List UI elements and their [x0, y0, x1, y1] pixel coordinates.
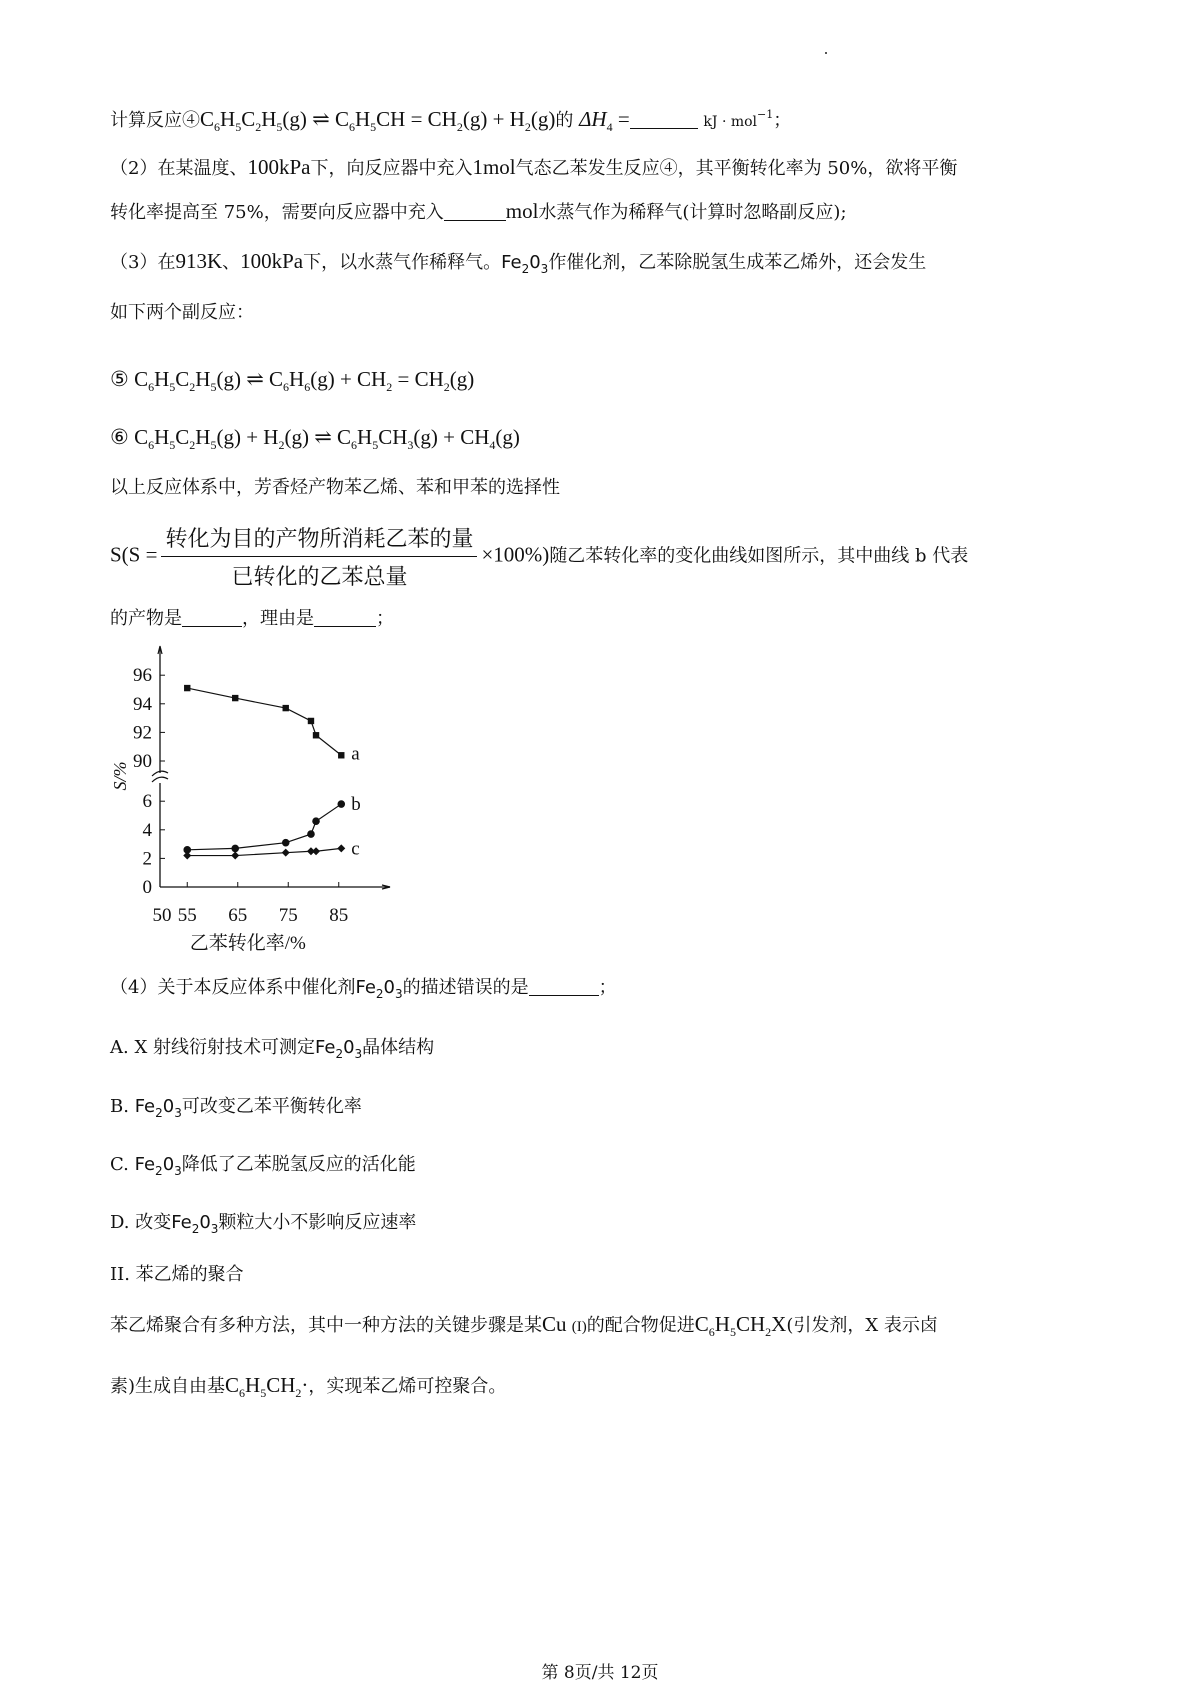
axis-break-mark [152, 771, 168, 776]
y-tick-label: 4 [142, 819, 152, 841]
dh4-unit: kJ · mol$^{-1}$ [703, 108, 774, 130]
x-axis-label: 乙苯转化率/% [189, 933, 306, 954]
q-dh4-prefix: 计算反应④ [110, 110, 200, 131]
scan-dot [825, 52, 827, 54]
x-tick-label: 85 [329, 905, 349, 926]
answer-blank-reason[interactable] [314, 608, 376, 627]
data-point-c [282, 849, 290, 857]
section2-heading: II. 苯乙烯的聚合 [110, 1264, 244, 1285]
y-tick-label: 94 [133, 693, 152, 715]
series-label-a: a [351, 743, 360, 765]
data-point-c [337, 844, 345, 852]
data-point-a [338, 752, 344, 758]
y-tick-label: 0 [142, 877, 152, 898]
radical-formula: $C_6H_5CH_2\cdot$ [225, 1373, 309, 1400]
y-tick-label: 6 [142, 791, 152, 813]
y-tick-label: 92 [133, 722, 152, 744]
data-point-c [231, 852, 239, 860]
y-tick-label: 90 [133, 751, 152, 772]
part3-line2: 如下两个副反应： [110, 302, 254, 323]
data-point-a [232, 695, 238, 701]
x-tick-label: 50 [152, 905, 172, 926]
fe2o3-formula: $Fe_20_3$ [134, 1096, 182, 1120]
x-tick-label: 75 [278, 905, 298, 926]
fe2o3-formula: $Fe_20_3$ [171, 1212, 219, 1236]
data-point-c [312, 847, 320, 855]
answer-blank-steam[interactable] [444, 202, 506, 221]
axis-break-mark [152, 777, 168, 782]
data-point-b [307, 830, 315, 838]
y-axis-label: S/% [110, 761, 130, 791]
fe2o3-formula: $Fe_20_3$ [355, 977, 403, 1001]
data-point-b [337, 800, 345, 808]
part2-line2: 转化率提高至 75%，需要向反应器中充入 mol水蒸气作为稀释气(计算时忽略副反应); [110, 199, 847, 223]
series-line-b [187, 804, 341, 850]
part4-line1: （4）关于本反应体系中催化剂$Fe_20_3$的描述错误的是 ； [110, 977, 617, 1001]
data-point-c [183, 852, 191, 860]
data-point-b [312, 817, 320, 825]
data-point-b [231, 845, 239, 853]
data-point-a [184, 685, 190, 691]
option-a[interactable]: A. X 射线衍射技术可测定$Fe_20_3$晶体结构 [110, 1037, 435, 1061]
page-footer: 第 8页/共 12页 [541, 1663, 659, 1683]
answer-blank-dh4[interactable] [630, 110, 698, 129]
y-tick-label: 2 [142, 848, 152, 870]
series-label-c: c [351, 838, 360, 860]
option-c[interactable]: C. $Fe_20_3$降低了乙苯脱氢反应的活化能 [110, 1154, 416, 1178]
fe2o3-formula: $Fe_20_3$ [134, 1154, 182, 1178]
data-point-a [313, 732, 319, 738]
answer-blank-product[interactable] [182, 608, 242, 627]
option-d[interactable]: D. 改变$Fe_20_3$颗粒大小不影响反应速率 [110, 1212, 417, 1236]
part3-line1: （3）在913K、100kPa下，以水蒸气作稀释气。$Fe_20_3$作催化剂，乙苯除脱氢生成苯乙烯外，还会发生 [110, 249, 927, 276]
reaction-5-equation: ⑤ $C_6H_5C_2H_5(g)$ ⇌ $C_6H_6(g) + CH_2 = CH_2(g)$ [110, 367, 475, 394]
y-tick-label: 96 [133, 665, 152, 687]
initiator-formula: $C_6H_5CH_2X$ [694, 1312, 787, 1339]
section2-p1: 苯乙烯聚合有多种方法，其中一种方法的关键步骤是某Cu (I)的配合物促进$C_6H_5CH_2X$(引发剂，X 表示卤 [110, 1312, 938, 1339]
fe2o3-formula: $Fe_20_3$ [501, 252, 549, 276]
series-label-b: b [351, 794, 361, 816]
x-tick-label: 55 [177, 905, 197, 926]
delta-h4-symbol: $\Delta H_4$ = [579, 107, 630, 134]
selectivity-formula-line: S(S = $\frac{\text{转化为目的产物所消耗乙苯的量}}{\text{已转化的乙苯总量}}$ ×100%)随乙苯转化率的变化曲线如图所示，其中曲线 b 代表 [110, 522, 968, 591]
option-b[interactable]: B. $Fe_20_3$可改变乙苯平衡转化率 [110, 1096, 362, 1120]
reaction-6-equation: ⑥ $C_6H_5C_2H_5(g) + H_2(g)$ ⇌ $C_6H_5CH_3(g) + CH_4(g)$ [110, 425, 520, 452]
series-line-a [187, 688, 341, 755]
part2-line1: （2）在某温度、100kPa下，向反应器中充入1mol气态乙苯发生反应④，其平衡转化率为 50%，欲将平衡 [110, 155, 958, 179]
selectivity-chart [100, 640, 420, 960]
data-point-a [283, 705, 289, 711]
selectivity-fraction: $\frac{\text{转化为目的产物所消耗乙苯的量}}{\text{已转化的乙苯总量}}$ [161, 522, 477, 591]
reaction-4-equation: $C_6H_5C_2H_5(g)$ ⇌ $C_6H_5CH = CH_2(g) + H_2(g)$ [200, 107, 556, 134]
data-point-a [308, 718, 314, 724]
q-dh4-mid: 的 [555, 110, 574, 131]
q-dh4-line [110, 102, 791, 140]
section2-p2: 素)生成自由基$C_6H_5CH_2\cdot$，实现苯乙烯可控聚合。 [110, 1373, 507, 1400]
answer-blank-catalyst[interactable] [529, 977, 599, 996]
part3-line3: 以上反应体系中，芳香烃产物苯乙烯、苯和甲苯的选择性 [110, 477, 560, 498]
q-dh4-end: ； [773, 110, 792, 131]
fe2o3-formula: $Fe_20_3$ [314, 1037, 363, 1061]
part3-line5: 的产物是 ，理由是 ； [110, 608, 394, 629]
data-point-b [282, 839, 290, 847]
x-tick-label: 65 [228, 905, 248, 926]
